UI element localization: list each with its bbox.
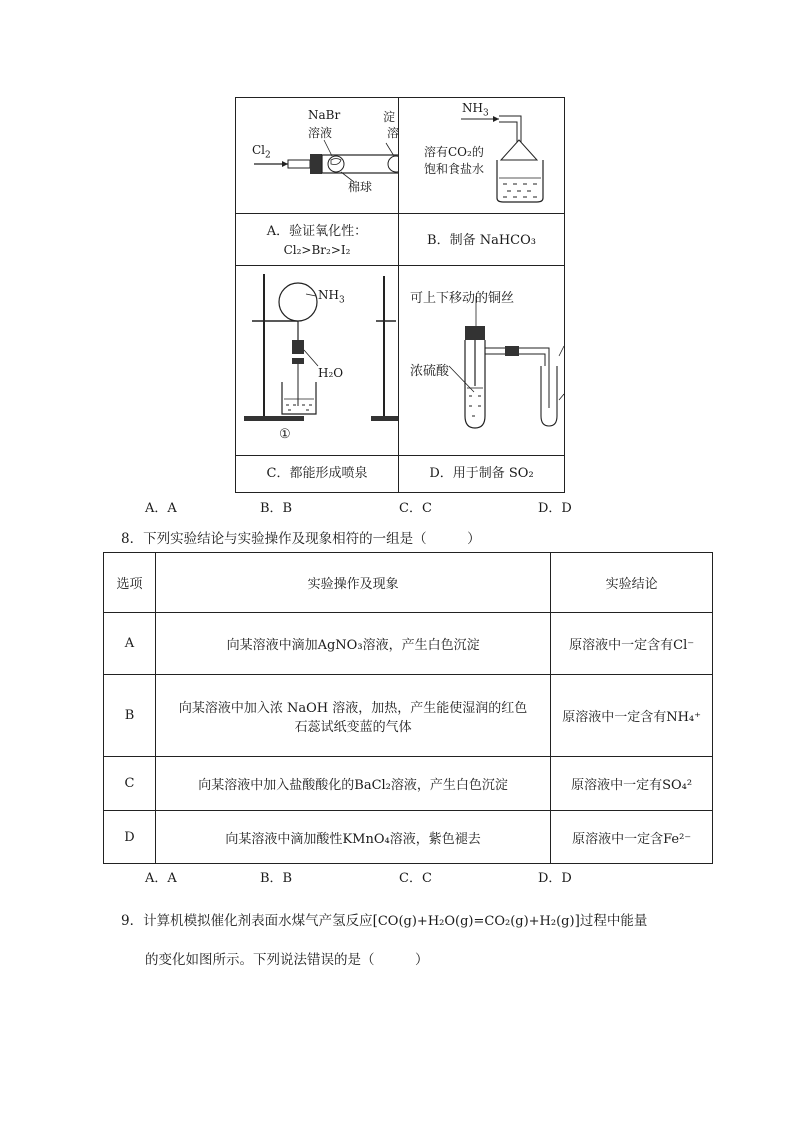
row-option-label: A bbox=[104, 613, 156, 675]
row-operation: 向某溶液中加入浓 NaOH 溶液，加热，产生能使湿润的红色 石蕊试纸变蓝的气体 bbox=[155, 675, 550, 757]
header-option: 选项 bbox=[104, 553, 156, 613]
q7-option-d[interactable]: D．D bbox=[538, 501, 572, 516]
label-h2o: H₂O bbox=[318, 366, 344, 380]
grid-divider-1 bbox=[235, 213, 565, 214]
grid-divider-3 bbox=[235, 455, 565, 456]
label-nabr-solution: 溶液 bbox=[308, 126, 333, 140]
q8-option-a[interactable]: A．A bbox=[145, 871, 177, 886]
label-cl2: $Cl_2$ bbox=[252, 143, 271, 161]
apparatus-c-diagram bbox=[236, 266, 398, 455]
row-operation: 向某溶液中加入盐酸酸化的BaCl₂溶液，产生白色沉淀 bbox=[155, 757, 550, 811]
row-operation: 向某溶液中滴加酸性KMnO₄溶液，紫色褪去 bbox=[155, 811, 550, 864]
row-conclusion: 原溶液中一定含有Cl⁻ bbox=[551, 613, 713, 675]
header-conclusion: 实验结论 bbox=[551, 553, 713, 613]
q7-option-c[interactable]: C．C bbox=[399, 501, 432, 516]
q8-option-d[interactable]: D．D bbox=[538, 871, 572, 886]
label-circle-1: ① bbox=[279, 427, 291, 442]
table-row bbox=[104, 757, 713, 811]
q7-option-a[interactable]: A．A bbox=[145, 501, 177, 516]
label-starch-solution: 溶 bbox=[387, 126, 400, 140]
row-option-label: B bbox=[104, 675, 156, 757]
q8-option-c[interactable]: C．C bbox=[399, 871, 432, 886]
row-conclusion: 原溶液中一定有SO₄² bbox=[551, 757, 713, 811]
q8-option-b[interactable]: B．B bbox=[260, 871, 293, 886]
table-row bbox=[104, 613, 713, 675]
label-nh3-b: $NH_3$ bbox=[462, 101, 489, 119]
label-co2-solution: 溶有CO₂的 bbox=[424, 145, 484, 159]
row-conclusion: 原溶液中一定含有NH₄⁺ bbox=[551, 675, 713, 757]
label-cotton: 棉球 bbox=[348, 180, 373, 194]
row-operation: 向某溶液中滴加AgNO₃溶液，产生白色沉淀 bbox=[155, 613, 550, 675]
label-starch: 淀 bbox=[383, 110, 396, 124]
table-header-row bbox=[104, 553, 713, 613]
caption-b: B．制备 NaHCO₃ bbox=[427, 233, 536, 248]
row-option-label: D bbox=[104, 811, 156, 864]
table-row bbox=[104, 811, 713, 864]
q8-stem: 8．下列实验结论与实验操作及现象相符的一组是（ ） bbox=[121, 531, 481, 547]
caption-d: D．用于制备 SO₂ bbox=[429, 466, 534, 481]
q7-option-b[interactable]: B．B bbox=[260, 501, 293, 516]
q9-equation: CO(g)+H₂O(g)=CO₂(g)+H₂(g) bbox=[377, 914, 575, 929]
label-conc-h2so4: 浓硫酸 bbox=[410, 364, 450, 379]
header-operation: 实验操作及现象 bbox=[155, 553, 550, 613]
label-copper-wire: 可上下移动的铜丝 bbox=[410, 291, 515, 306]
row-option-label: C bbox=[104, 757, 156, 811]
table-row bbox=[104, 675, 713, 757]
label-nabr: NaBr bbox=[308, 108, 341, 122]
q9-stem-line2: 的变化如图所示。下列说法错误的是（ ） bbox=[145, 952, 429, 968]
q9-stem-line1: 9．计算机模拟催化剂表面水煤气产氢反应[CO(g)+H₂O(g)=CO₂(g)+H₂(g)]过程中能量 bbox=[121, 913, 648, 929]
row-conclusion: 原溶液中一定含Fe²⁻ bbox=[551, 811, 713, 864]
q8-table bbox=[103, 552, 713, 864]
caption-a: A．验证氧化性： Cl₂>Br₂>I₂ bbox=[266, 224, 368, 257]
caption-c: C．都能形成喷泉 bbox=[266, 466, 368, 481]
label-brine: 饱和食盐水 bbox=[424, 162, 485, 176]
label-nh3-c: $NH_3$ bbox=[318, 288, 345, 306]
